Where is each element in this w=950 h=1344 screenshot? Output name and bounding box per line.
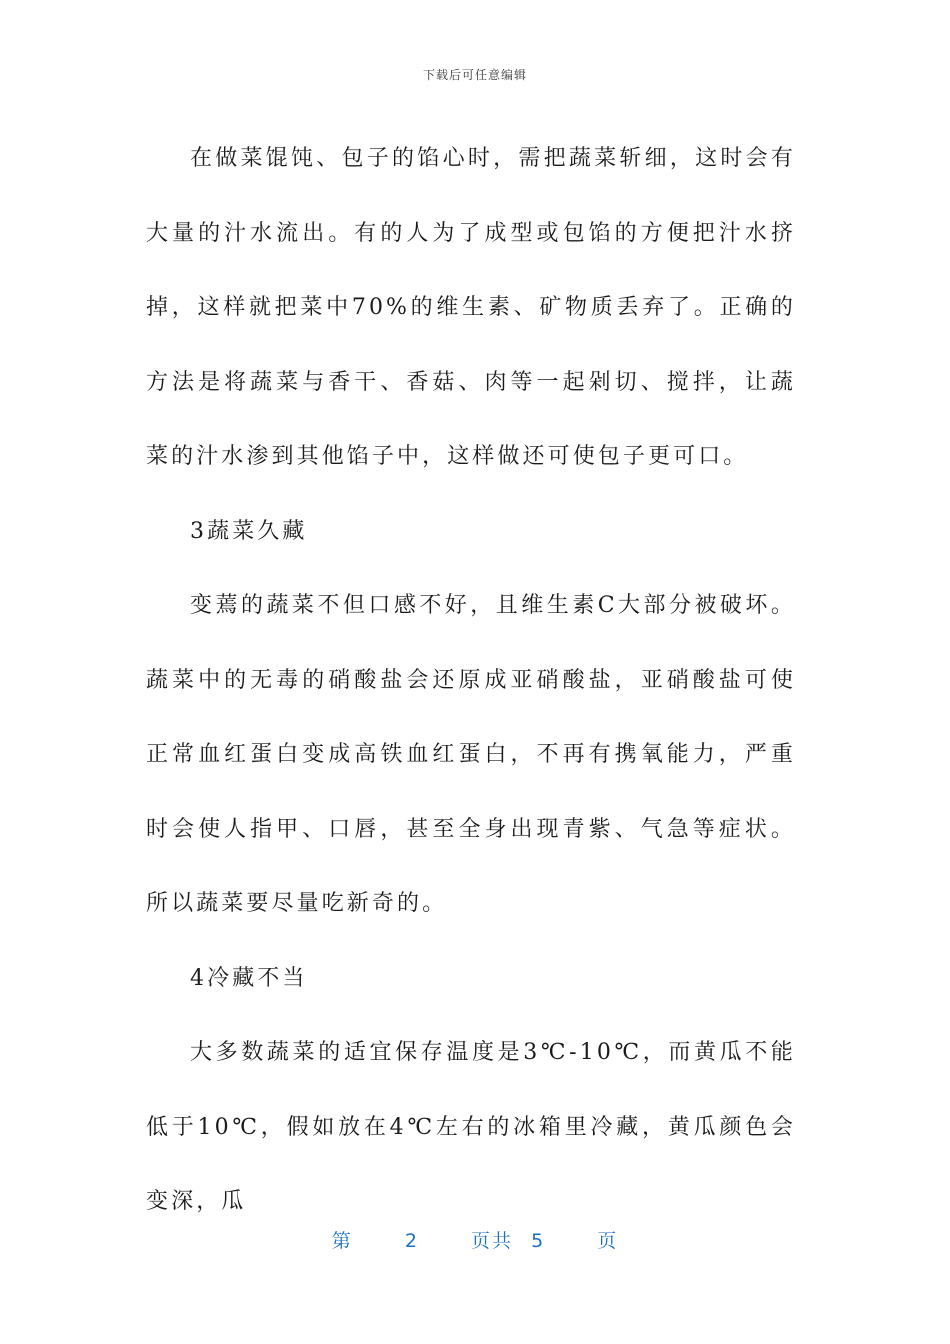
document-body	[146, 122, 796, 1240]
footer-current-page: 2	[404, 1230, 419, 1252]
page-number-footer	[0, 1226, 950, 1253]
paragraph-stale-vegetables: 变蔫的蔬菜不但口感不好，且维生素C大部分被破坏。蔬菜中的无毒的硝酸盐会还原成亚硝酸盐，亚硝酸盐可使正常血红蛋白变成高铁血红蛋白，不再有携氧能力，严重时会使人指甲、口唇，甚至全身出现青紫、气急等症状。所以蔬菜要尽量吃新奇的。	[146, 593, 796, 916]
footer-total-pages: 5	[531, 1230, 546, 1252]
footer-prefix: 第	[331, 1230, 353, 1252]
paragraph-refrigeration: 大多数蔬菜的适宜保存温度是3℃-10℃，而黄瓜不能低于10℃，假如放在4℃左右的冰箱里冷藏，黄瓜颜色会变深，瓜	[146, 1040, 796, 1214]
section-heading-4: 4冷藏不当	[190, 965, 308, 991]
section-heading-3: 3蔬菜久藏	[190, 518, 308, 544]
footer-middle: 页共	[471, 1230, 514, 1252]
page-header-note: 下载后可任意编辑	[422, 68, 527, 82]
paragraph-filling: 在做菜馄饨、包子的馅心时，需把蔬菜斩细，这时会有大量的汁水流出。有的人为了成型或包馅的方便把汁水挤掉，这样就把菜中70%的维生素、矿物质丢弃了。正确的方法是将蔬菜与香干、香菇、肉等一起剁切、搅拌，让蔬菜的汁水渗到其他馅子中，这样做还可使包子更可口。	[146, 146, 796, 469]
footer-suffix: 页	[597, 1230, 619, 1252]
